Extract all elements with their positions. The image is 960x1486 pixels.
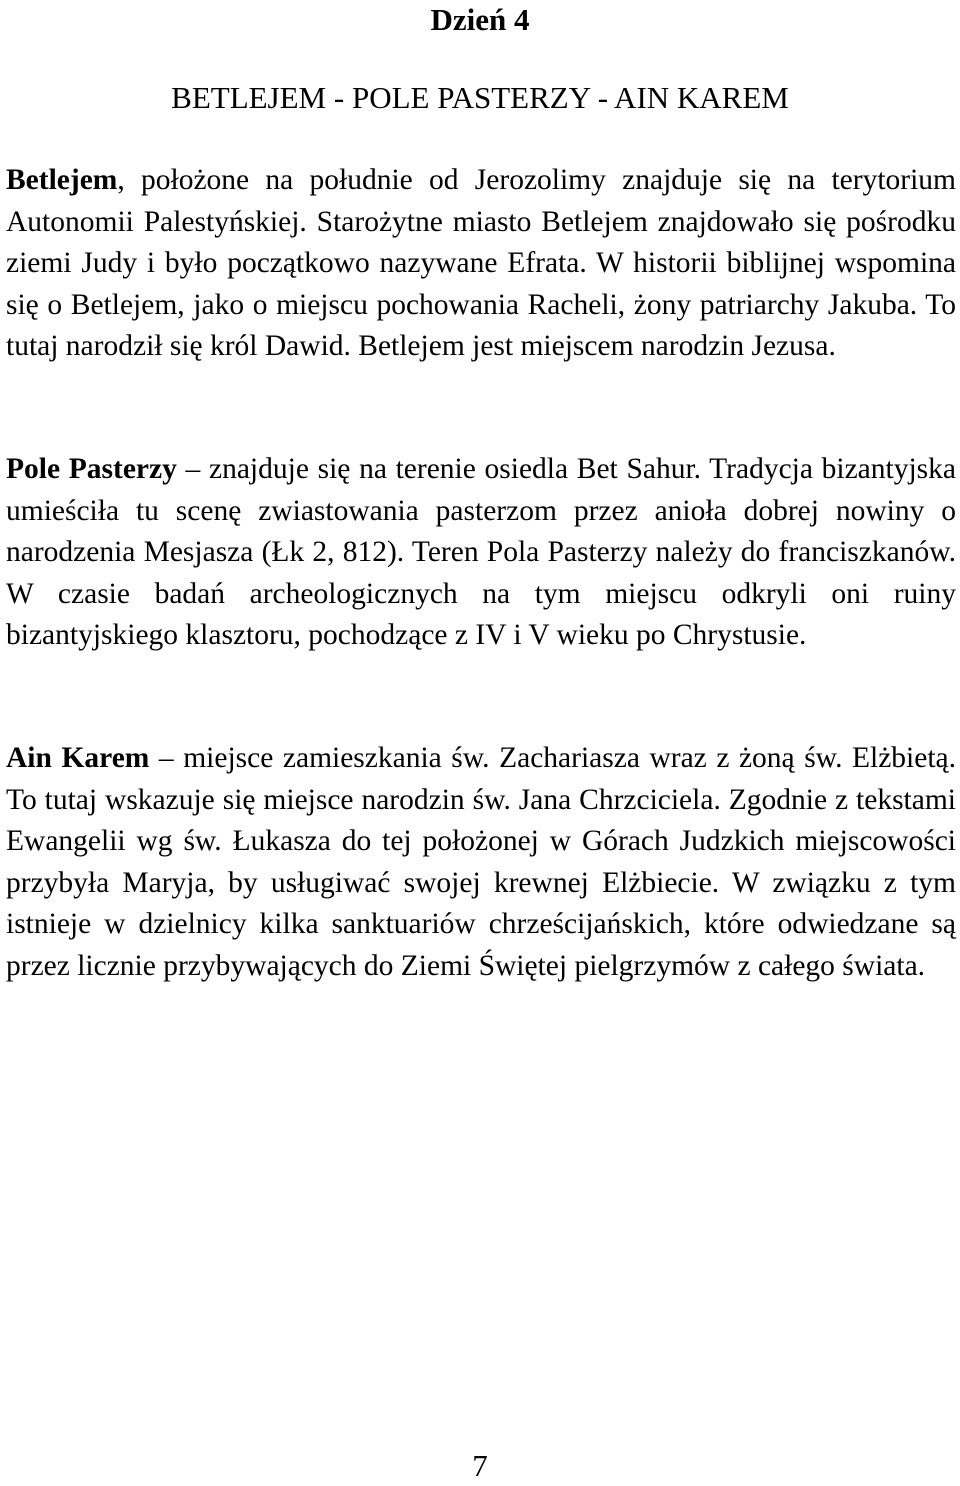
paragraph-lead: Betlejem [6,164,118,196]
paragraph-body: , położone na południe od Jerozolimy znajduje się na terytorium Autonomii Palestyńskiej. Starożytne miasto Betlejem znajdowało się pośrodku ziemi Judy i było początkowo nazywane Efrata. W historii biblijnej wspomina się o Betlejem, jako o miejscu pochowania Racheli, żony patriarchy Jakuba. To tutaj narodził się król Dawid. Betlejem jest miejscem narodzin Jezusa. [6,164,956,362]
page-number: 7 [472,1448,488,1483]
paragraph-body: – miejsce zamieszkania św. Zachariasza wraz z żoną św. Elżbietą. To tutaj wskazuje się miejsce narodzin św. Jana Chrzciciela. Zgodnie z tekstami Ewangelii wg św. Łukasza do tej położonej w Górach Judzkich miejscowości przybyła Maryja, by usługiwać swojej krewnej Elżbiecie. W związku z tym istnieje w dzielnicy kilka sanktuariów chrześcijańskich, które odwiedzane są przez licznie przybywających do Ziemi Świętej pielgrzymów z całego świata. [6,742,956,982]
paragraph-ain-karem [6,738,956,987]
paragraph-pole-pasterzy [6,449,956,657]
paragraph-betlejem [6,160,956,368]
day-title: Dzień 4 [430,2,530,37]
route-title: BETLEJEM - POLE PASTERZY - AIN KAREM [171,80,789,115]
paragraph-body: – znajduje się na terenie osiedla Bet Sahur. Tradycja bizantyjska umieściła tu scenę zwiastowania pasterzom przez anioła dobrej nowiny o narodzenia Mesjasza (Łk 2, 812). Teren Pola Pasterzy należy do franciszkanów. W czasie badań archeologicznych na tym miejscu odkryli oni ruiny bizantyjskiego klasztoru, pochodzące z IV i V wieku po Chrystusie. [6,453,956,651]
paragraph-lead: Ain Karem [6,742,150,774]
paragraph-lead: Pole Pasterzy [6,453,177,485]
